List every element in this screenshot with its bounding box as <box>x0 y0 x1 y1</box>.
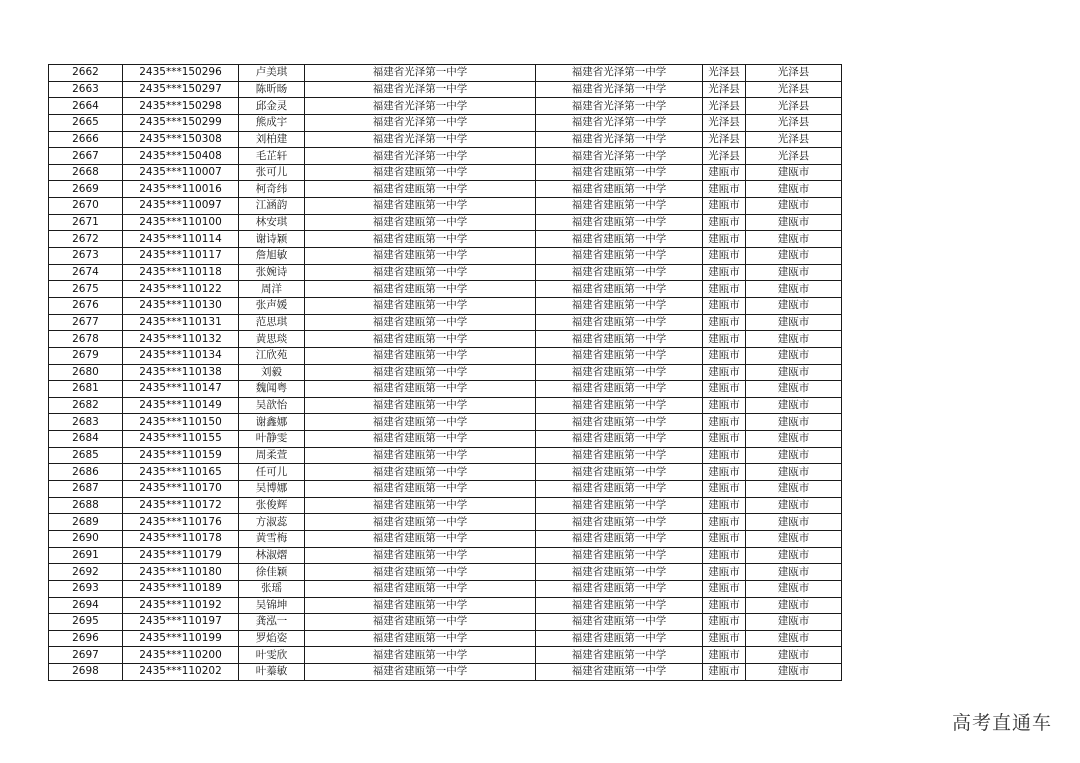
region-cell: 建瓯市 <box>746 664 842 681</box>
exam-id-cell: 2435***110165 <box>123 464 239 481</box>
region-cell: 建瓯市 <box>746 580 842 597</box>
table-row <box>49 564 842 581</box>
exam-id-cell: 2435***110016 <box>123 181 239 198</box>
graduation-school-cell: 福建省建瓯第一中学 <box>536 198 703 215</box>
exam-id-cell: 2435***150299 <box>123 114 239 131</box>
name-cell: 谢鑫娜 <box>239 414 305 431</box>
region-cell: 光泽县 <box>746 65 842 82</box>
graduation-school-cell: 福建省建瓯第一中学 <box>536 481 703 498</box>
county-cell: 建瓯市 <box>703 580 746 597</box>
name-cell: 张俊辉 <box>239 497 305 514</box>
county-cell: 建瓯市 <box>703 181 746 198</box>
region-cell: 建瓯市 <box>746 630 842 647</box>
name-cell: 熊成宇 <box>239 114 305 131</box>
county-cell: 光泽县 <box>703 131 746 148</box>
graduation-school-cell: 福建省建瓯第一中学 <box>536 331 703 348</box>
serial-cell: 2664 <box>49 98 123 115</box>
table-row <box>49 248 842 265</box>
county-cell: 建瓯市 <box>703 164 746 181</box>
school-cell: 福建省建瓯第一中学 <box>305 297 536 314</box>
school-cell: 福建省建瓯第一中学 <box>305 364 536 381</box>
table-row <box>49 614 842 631</box>
name-cell: 吴博娜 <box>239 481 305 498</box>
name-cell: 徐佳颖 <box>239 564 305 581</box>
school-cell: 福建省光泽第一中学 <box>305 65 536 82</box>
region-cell: 建瓯市 <box>746 530 842 547</box>
serial-cell: 2681 <box>49 381 123 398</box>
region-cell: 建瓯市 <box>746 347 842 364</box>
graduation-school-cell: 福建省建瓯第一中学 <box>536 364 703 381</box>
school-cell: 福建省建瓯第一中学 <box>305 597 536 614</box>
school-cell: 福建省建瓯第一中学 <box>305 347 536 364</box>
serial-cell: 2667 <box>49 148 123 165</box>
graduation-school-cell: 福建省建瓯第一中学 <box>536 564 703 581</box>
exam-id-cell: 2435***110138 <box>123 364 239 381</box>
name-cell: 江欣苑 <box>239 347 305 364</box>
region-cell: 建瓯市 <box>746 464 842 481</box>
region-cell: 建瓯市 <box>746 297 842 314</box>
table-row <box>49 547 842 564</box>
serial-cell: 2692 <box>49 564 123 581</box>
exam-id-cell: 2435***110149 <box>123 397 239 414</box>
region-cell: 建瓯市 <box>746 214 842 231</box>
graduation-school-cell: 福建省建瓯第一中学 <box>536 580 703 597</box>
county-cell: 建瓯市 <box>703 331 746 348</box>
name-cell: 卢美琪 <box>239 65 305 82</box>
graduation-school-cell: 福建省建瓯第一中学 <box>536 664 703 681</box>
county-cell: 光泽县 <box>703 81 746 98</box>
serial-cell: 2684 <box>49 431 123 448</box>
exam-id-cell: 2435***150308 <box>123 131 239 148</box>
graduation-school-cell: 福建省建瓯第一中学 <box>536 464 703 481</box>
serial-cell: 2688 <box>49 497 123 514</box>
table-row <box>49 447 842 464</box>
county-cell: 建瓯市 <box>703 630 746 647</box>
exam-id-cell: 2435***110118 <box>123 264 239 281</box>
school-cell: 福建省建瓯第一中学 <box>305 580 536 597</box>
school-cell: 福建省建瓯第一中学 <box>305 248 536 265</box>
region-cell: 建瓯市 <box>746 514 842 531</box>
county-cell: 建瓯市 <box>703 281 746 298</box>
county-cell: 建瓯市 <box>703 464 746 481</box>
table-row <box>49 347 842 364</box>
school-cell: 福建省建瓯第一中学 <box>305 331 536 348</box>
region-cell: 建瓯市 <box>746 547 842 564</box>
school-cell: 福建省建瓯第一中学 <box>305 647 536 664</box>
school-cell: 福建省建瓯第一中学 <box>305 264 536 281</box>
region-cell: 光泽县 <box>746 131 842 148</box>
name-cell: 范思琪 <box>239 314 305 331</box>
table-row <box>49 114 842 131</box>
serial-cell: 2694 <box>49 597 123 614</box>
serial-cell: 2698 <box>49 664 123 681</box>
serial-cell: 2679 <box>49 347 123 364</box>
school-cell: 福建省建瓯第一中学 <box>305 447 536 464</box>
table-row <box>49 331 842 348</box>
table-row <box>49 364 842 381</box>
school-cell: 福建省建瓯第一中学 <box>305 630 536 647</box>
table-row <box>49 131 842 148</box>
serial-cell: 2686 <box>49 464 123 481</box>
county-cell: 建瓯市 <box>703 664 746 681</box>
county-cell: 建瓯市 <box>703 214 746 231</box>
name-cell: 任可儿 <box>239 464 305 481</box>
table-row <box>49 314 842 331</box>
graduation-school-cell: 福建省光泽第一中学 <box>536 98 703 115</box>
table-row <box>49 431 842 448</box>
region-cell: 建瓯市 <box>746 164 842 181</box>
table-row <box>49 481 842 498</box>
serial-cell: 2691 <box>49 547 123 564</box>
graduation-school-cell: 福建省建瓯第一中学 <box>536 614 703 631</box>
region-cell: 建瓯市 <box>746 647 842 664</box>
serial-cell: 2673 <box>49 248 123 265</box>
exam-id-cell: 2435***110147 <box>123 381 239 398</box>
exam-id-cell: 2435***150298 <box>123 98 239 115</box>
exam-id-cell: 2435***110192 <box>123 597 239 614</box>
school-cell: 福建省建瓯第一中学 <box>305 164 536 181</box>
graduation-school-cell: 福建省光泽第一中学 <box>536 148 703 165</box>
region-cell: 光泽县 <box>746 81 842 98</box>
table-row <box>49 214 842 231</box>
region-cell: 光泽县 <box>746 98 842 115</box>
graduation-school-cell: 福建省光泽第一中学 <box>536 131 703 148</box>
school-cell: 福建省建瓯第一中学 <box>305 564 536 581</box>
county-cell: 建瓯市 <box>703 381 746 398</box>
county-cell: 建瓯市 <box>703 231 746 248</box>
region-cell: 建瓯市 <box>746 414 842 431</box>
school-cell: 福建省建瓯第一中学 <box>305 214 536 231</box>
table-row <box>49 397 842 414</box>
table-row <box>49 281 842 298</box>
serial-cell: 2685 <box>49 447 123 464</box>
table-row <box>49 497 842 514</box>
serial-cell: 2676 <box>49 297 123 314</box>
county-cell: 建瓯市 <box>703 614 746 631</box>
table-row <box>49 514 842 531</box>
exam-id-cell: 2435***110100 <box>123 214 239 231</box>
name-cell: 张瑶 <box>239 580 305 597</box>
exam-id-cell: 2435***110200 <box>123 647 239 664</box>
exam-id-cell: 2435***110150 <box>123 414 239 431</box>
graduation-school-cell: 福建省建瓯第一中学 <box>536 264 703 281</box>
school-cell: 福建省建瓯第一中学 <box>305 614 536 631</box>
graduation-school-cell: 福建省建瓯第一中学 <box>536 214 703 231</box>
school-cell: 福建省建瓯第一中学 <box>305 530 536 547</box>
county-cell: 建瓯市 <box>703 414 746 431</box>
serial-cell: 2695 <box>49 614 123 631</box>
graduation-school-cell: 福建省光泽第一中学 <box>536 81 703 98</box>
table-row <box>49 597 842 614</box>
serial-cell: 2670 <box>49 198 123 215</box>
county-cell: 建瓯市 <box>703 297 746 314</box>
graduation-school-cell: 福建省建瓯第一中学 <box>536 597 703 614</box>
graduation-school-cell: 福建省建瓯第一中学 <box>536 547 703 564</box>
graduation-school-cell: 福建省建瓯第一中学 <box>536 381 703 398</box>
table-row <box>49 464 842 481</box>
serial-cell: 2674 <box>49 264 123 281</box>
serial-cell: 2682 <box>49 397 123 414</box>
table-row <box>49 381 842 398</box>
graduation-school-cell: 福建省建瓯第一中学 <box>536 414 703 431</box>
name-cell: 叶雯欣 <box>239 647 305 664</box>
graduation-school-cell: 福建省建瓯第一中学 <box>536 647 703 664</box>
exam-id-cell: 2435***110170 <box>123 481 239 498</box>
graduation-school-cell: 福建省建瓯第一中学 <box>536 281 703 298</box>
serial-cell: 2668 <box>49 164 123 181</box>
school-cell: 福建省建瓯第一中学 <box>305 481 536 498</box>
exam-id-cell: 2435***110189 <box>123 580 239 597</box>
name-cell: 魏闻粤 <box>239 381 305 398</box>
name-cell: 周洋 <box>239 281 305 298</box>
exam-id-cell: 2435***110199 <box>123 630 239 647</box>
table-row <box>49 630 842 647</box>
region-cell: 建瓯市 <box>746 614 842 631</box>
table-row <box>49 65 842 82</box>
table-body <box>49 65 842 681</box>
exam-id-cell: 2435***110097 <box>123 198 239 215</box>
serial-cell: 2680 <box>49 364 123 381</box>
exam-id-cell: 2435***110114 <box>123 231 239 248</box>
name-cell: 毛芷轩 <box>239 148 305 165</box>
school-cell: 福建省建瓯第一中学 <box>305 431 536 448</box>
school-cell: 福建省光泽第一中学 <box>305 81 536 98</box>
exam-id-cell: 2435***110197 <box>123 614 239 631</box>
name-cell: 詹旭敏 <box>239 248 305 265</box>
serial-cell: 2693 <box>49 580 123 597</box>
graduation-school-cell: 福建省建瓯第一中学 <box>536 164 703 181</box>
exam-id-cell: 2435***110172 <box>123 497 239 514</box>
graduation-school-cell: 福建省建瓯第一中学 <box>536 497 703 514</box>
graduation-school-cell: 福建省建瓯第一中学 <box>536 181 703 198</box>
county-cell: 建瓯市 <box>703 564 746 581</box>
exam-id-cell: 2435***150297 <box>123 81 239 98</box>
name-cell: 张可儿 <box>239 164 305 181</box>
school-cell: 福建省建瓯第一中学 <box>305 381 536 398</box>
table-row <box>49 414 842 431</box>
region-cell: 建瓯市 <box>746 564 842 581</box>
school-cell: 福建省建瓯第一中学 <box>305 397 536 414</box>
region-cell: 建瓯市 <box>746 597 842 614</box>
exam-id-cell: 2435***110179 <box>123 547 239 564</box>
county-cell: 建瓯市 <box>703 431 746 448</box>
county-cell: 建瓯市 <box>703 264 746 281</box>
table-row <box>49 198 842 215</box>
county-cell: 建瓯市 <box>703 597 746 614</box>
graduation-school-cell: 福建省建瓯第一中学 <box>536 248 703 265</box>
exam-id-cell: 2435***110155 <box>123 431 239 448</box>
county-cell: 光泽县 <box>703 65 746 82</box>
region-cell: 建瓯市 <box>746 331 842 348</box>
table-row <box>49 530 842 547</box>
region-cell: 建瓯市 <box>746 281 842 298</box>
name-cell: 吴歆怡 <box>239 397 305 414</box>
graduation-school-cell: 福建省光泽第一中学 <box>536 114 703 131</box>
table-row <box>49 164 842 181</box>
exam-id-cell: 2435***110176 <box>123 514 239 531</box>
table-row <box>49 664 842 681</box>
graduation-school-cell: 福建省建瓯第一中学 <box>536 297 703 314</box>
name-cell: 周柔萱 <box>239 447 305 464</box>
school-cell: 福建省建瓯第一中学 <box>305 314 536 331</box>
admission-list-table <box>48 64 842 681</box>
exam-id-cell: 2435***110130 <box>123 297 239 314</box>
graduation-school-cell: 福建省建瓯第一中学 <box>536 231 703 248</box>
name-cell: 谢诗颖 <box>239 231 305 248</box>
school-cell: 福建省建瓯第一中学 <box>305 181 536 198</box>
region-cell: 建瓯市 <box>746 431 842 448</box>
table-row <box>49 647 842 664</box>
region-cell: 建瓯市 <box>746 364 842 381</box>
school-cell: 福建省光泽第一中学 <box>305 114 536 131</box>
region-cell: 建瓯市 <box>746 447 842 464</box>
exam-id-cell: 2435***110007 <box>123 164 239 181</box>
name-cell: 柯奇纬 <box>239 181 305 198</box>
school-cell: 福建省光泽第一中学 <box>305 148 536 165</box>
serial-cell: 2690 <box>49 530 123 547</box>
exam-id-cell: 2435***110132 <box>123 331 239 348</box>
county-cell: 光泽县 <box>703 98 746 115</box>
exam-id-cell: 2435***110134 <box>123 347 239 364</box>
exam-id-cell: 2435***110131 <box>123 314 239 331</box>
exam-id-cell: 2435***110159 <box>123 447 239 464</box>
region-cell: 光泽县 <box>746 114 842 131</box>
county-cell: 建瓯市 <box>703 364 746 381</box>
serial-cell: 2669 <box>49 181 123 198</box>
exam-id-cell: 2435***150408 <box>123 148 239 165</box>
name-cell: 黄雪梅 <box>239 530 305 547</box>
graduation-school-cell: 福建省建瓯第一中学 <box>536 447 703 464</box>
name-cell: 罗焰姿 <box>239 630 305 647</box>
table-row <box>49 231 842 248</box>
school-cell: 福建省光泽第一中学 <box>305 98 536 115</box>
exam-id-cell: 2435***110180 <box>123 564 239 581</box>
school-cell: 福建省光泽第一中学 <box>305 131 536 148</box>
county-cell: 建瓯市 <box>703 530 746 547</box>
serial-cell: 2665 <box>49 114 123 131</box>
region-cell: 光泽县 <box>746 148 842 165</box>
name-cell: 林安琪 <box>239 214 305 231</box>
serial-cell: 2671 <box>49 214 123 231</box>
table-row <box>49 148 842 165</box>
name-cell: 叶静雯 <box>239 431 305 448</box>
exam-id-cell: 2435***110122 <box>123 281 239 298</box>
name-cell: 张声媛 <box>239 297 305 314</box>
name-cell: 林淑熠 <box>239 547 305 564</box>
region-cell: 建瓯市 <box>746 231 842 248</box>
serial-cell: 2689 <box>49 514 123 531</box>
county-cell: 建瓯市 <box>703 347 746 364</box>
name-cell: 邱金灵 <box>239 98 305 115</box>
county-cell: 建瓯市 <box>703 481 746 498</box>
serial-cell: 2662 <box>49 65 123 82</box>
graduation-school-cell: 福建省建瓯第一中学 <box>536 431 703 448</box>
region-cell: 建瓯市 <box>746 198 842 215</box>
serial-cell: 2675 <box>49 281 123 298</box>
county-cell: 建瓯市 <box>703 647 746 664</box>
graduation-school-cell: 福建省建瓯第一中学 <box>536 397 703 414</box>
school-cell: 福建省建瓯第一中学 <box>305 198 536 215</box>
name-cell: 黄思琰 <box>239 331 305 348</box>
serial-cell: 2677 <box>49 314 123 331</box>
county-cell: 建瓯市 <box>703 314 746 331</box>
table-row <box>49 580 842 597</box>
county-cell: 建瓯市 <box>703 447 746 464</box>
name-cell: 龚泓一 <box>239 614 305 631</box>
school-cell: 福建省建瓯第一中学 <box>305 497 536 514</box>
name-cell: 刘毅 <box>239 364 305 381</box>
exam-id-cell: 2435***110178 <box>123 530 239 547</box>
name-cell: 陈昕旸 <box>239 81 305 98</box>
table-row <box>49 297 842 314</box>
school-cell: 福建省建瓯第一中学 <box>305 231 536 248</box>
county-cell: 建瓯市 <box>703 198 746 215</box>
county-cell: 建瓯市 <box>703 514 746 531</box>
county-cell: 光泽县 <box>703 148 746 165</box>
county-cell: 建瓯市 <box>703 547 746 564</box>
graduation-school-cell: 福建省建瓯第一中学 <box>536 514 703 531</box>
school-cell: 福建省建瓯第一中学 <box>305 281 536 298</box>
exam-id-cell: 2435***110117 <box>123 248 239 265</box>
name-cell: 吴锦坤 <box>239 597 305 614</box>
serial-cell: 2663 <box>49 81 123 98</box>
serial-cell: 2687 <box>49 481 123 498</box>
serial-cell: 2697 <box>49 647 123 664</box>
table-row <box>49 81 842 98</box>
graduation-school-cell: 福建省建瓯第一中学 <box>536 314 703 331</box>
region-cell: 建瓯市 <box>746 497 842 514</box>
graduation-school-cell: 福建省光泽第一中学 <box>536 65 703 82</box>
name-cell: 叶蓁敏 <box>239 664 305 681</box>
watermark-logo-text: 高考直通车 <box>951 712 1052 734</box>
school-cell: 福建省建瓯第一中学 <box>305 514 536 531</box>
region-cell: 建瓯市 <box>746 181 842 198</box>
region-cell: 建瓯市 <box>746 314 842 331</box>
school-cell: 福建省建瓯第一中学 <box>305 464 536 481</box>
table-row <box>49 98 842 115</box>
serial-cell: 2683 <box>49 414 123 431</box>
region-cell: 建瓯市 <box>746 248 842 265</box>
name-cell: 方淑蕊 <box>239 514 305 531</box>
serial-cell: 2672 <box>49 231 123 248</box>
table-row <box>49 181 842 198</box>
exam-id-cell: 2435***110202 <box>123 664 239 681</box>
county-cell: 光泽县 <box>703 114 746 131</box>
serial-cell: 2666 <box>49 131 123 148</box>
county-cell: 建瓯市 <box>703 248 746 265</box>
table-row <box>49 264 842 281</box>
school-cell: 福建省建瓯第一中学 <box>305 664 536 681</box>
region-cell: 建瓯市 <box>746 381 842 398</box>
school-cell: 福建省建瓯第一中学 <box>305 547 536 564</box>
name-cell: 江涵韵 <box>239 198 305 215</box>
graduation-school-cell: 福建省建瓯第一中学 <box>536 347 703 364</box>
serial-cell: 2696 <box>49 630 123 647</box>
exam-id-cell: 2435***150296 <box>123 65 239 82</box>
county-cell: 建瓯市 <box>703 397 746 414</box>
region-cell: 建瓯市 <box>746 397 842 414</box>
county-cell: 建瓯市 <box>703 497 746 514</box>
graduation-school-cell: 福建省建瓯第一中学 <box>536 530 703 547</box>
name-cell: 张婉诗 <box>239 264 305 281</box>
serial-cell: 2678 <box>49 331 123 348</box>
name-cell: 刘柏建 <box>239 131 305 148</box>
region-cell: 建瓯市 <box>746 481 842 498</box>
graduation-school-cell: 福建省建瓯第一中学 <box>536 630 703 647</box>
school-cell: 福建省建瓯第一中学 <box>305 414 536 431</box>
region-cell: 建瓯市 <box>746 264 842 281</box>
